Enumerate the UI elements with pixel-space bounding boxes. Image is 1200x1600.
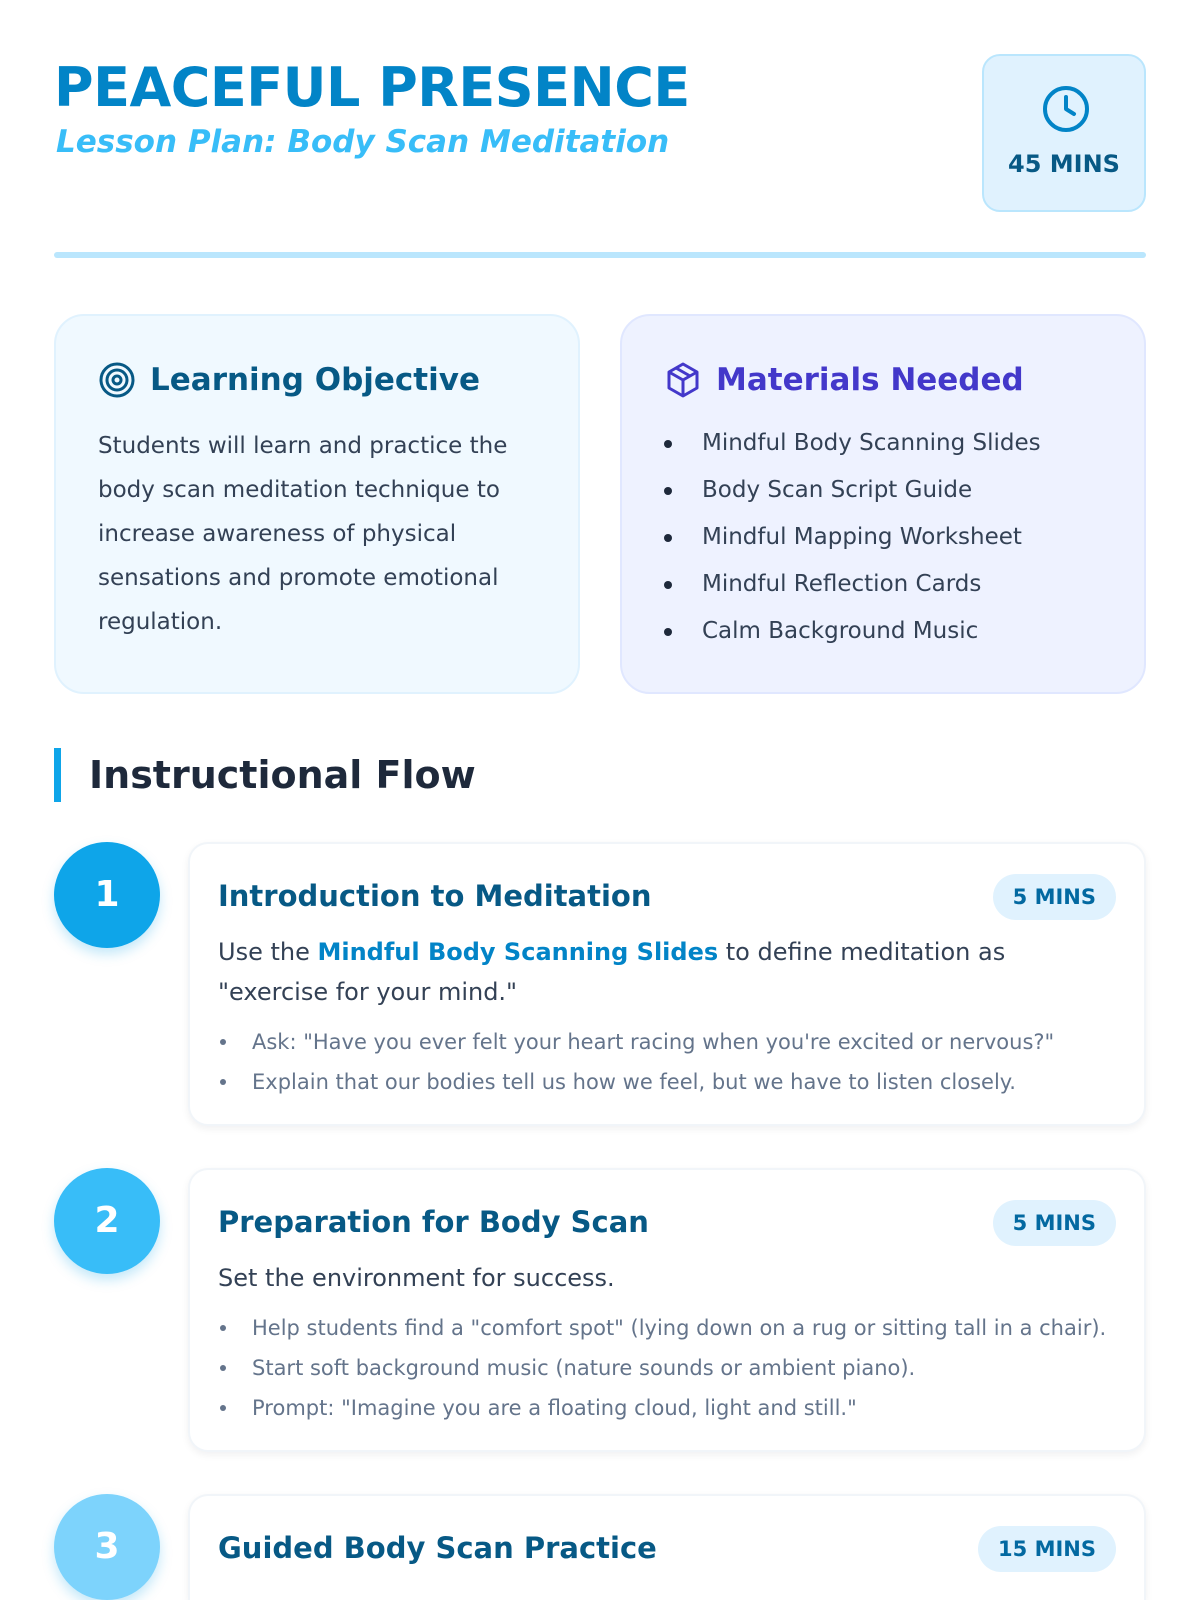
step-title: Preparation for Body Scan — [218, 1205, 649, 1239]
lesson-plan-page — [54, 0, 1146, 1567]
step-description — [218, 932, 1116, 1012]
step-card — [188, 1494, 1146, 1600]
material-item: Calm Background Music — [664, 608, 1102, 655]
target-icon — [98, 361, 136, 399]
materials-list — [664, 420, 1102, 655]
step-bullet: Explain that our bodies tell us how we feel, but we have to listen closely. — [218, 1062, 1116, 1102]
material-item: Mindful Reflection Cards — [664, 561, 1102, 608]
step-time-badge: 5 MINS — [993, 1200, 1116, 1246]
step-description-prefix: Use the — [218, 938, 318, 966]
box-icon — [664, 361, 702, 399]
step-title: Introduction to Meditation — [218, 879, 652, 913]
page-title: PEACEFUL PRESENCE — [54, 56, 690, 119]
clock-icon — [1041, 84, 1091, 134]
materials-card — [620, 314, 1146, 694]
objective-title: Learning Objective — [150, 362, 480, 398]
material-item: Mindful Body Scanning Slides — [664, 420, 1102, 467]
step-bullet: Ask: "Have you ever felt your heart racing when you're excited or nervous?" — [218, 1022, 1116, 1062]
objective-header — [98, 358, 536, 402]
step-description-suffix: to define meditation as "exercise for your mind." — [218, 938, 1006, 1006]
step-time-badge: 5 MINS — [993, 874, 1116, 920]
objective-card — [54, 314, 580, 694]
materials-title: Materials Needed — [716, 362, 1024, 398]
page-header — [54, 0, 1146, 232]
header-divider — [54, 252, 1146, 258]
step-bullet: Help students find a "comfort spot" (lying down on a rug or sitting tall in a chair). — [218, 1308, 1116, 1348]
page-subtitle: Lesson Plan: Body Scan Meditation — [56, 124, 670, 160]
overview-cards — [54, 314, 1146, 694]
step-number-badge: 2 — [54, 1168, 160, 1274]
highlighted-material: Mindful Body Scanning Slides — [317, 938, 719, 966]
step-number-badge: 1 — [54, 842, 160, 948]
total-duration: 45 MINS — [1008, 150, 1120, 178]
step-time-badge: 15 MINS — [978, 1526, 1116, 1572]
flow-title: Instructional Flow — [89, 753, 476, 797]
step-bullet-list — [218, 1022, 1116, 1102]
flow-section-header — [54, 748, 476, 802]
step-title: Guided Body Scan Practice — [218, 1531, 657, 1565]
step-bullet: Prompt: "Imagine you are a floating cloud, light and still." — [218, 1388, 1116, 1428]
step-card — [188, 1168, 1146, 1452]
step-bullet-list — [218, 1308, 1116, 1428]
step-card — [188, 842, 1146, 1126]
material-item: Body Scan Script Guide — [664, 467, 1102, 514]
step-number-badge: 3 — [54, 1494, 160, 1600]
material-item: Mindful Mapping Worksheet — [664, 514, 1102, 561]
step-description: Set the environment for success. — [218, 1264, 615, 1292]
objective-text: Students will learn and practice the body scan meditation technique to increase awareness of physical sensations and promote emotional regulation. — [98, 433, 508, 635]
step-bullet: Start soft background music (nature sounds or ambient piano). — [218, 1348, 1116, 1388]
duration-card — [982, 54, 1146, 212]
materials-header — [664, 358, 1102, 402]
